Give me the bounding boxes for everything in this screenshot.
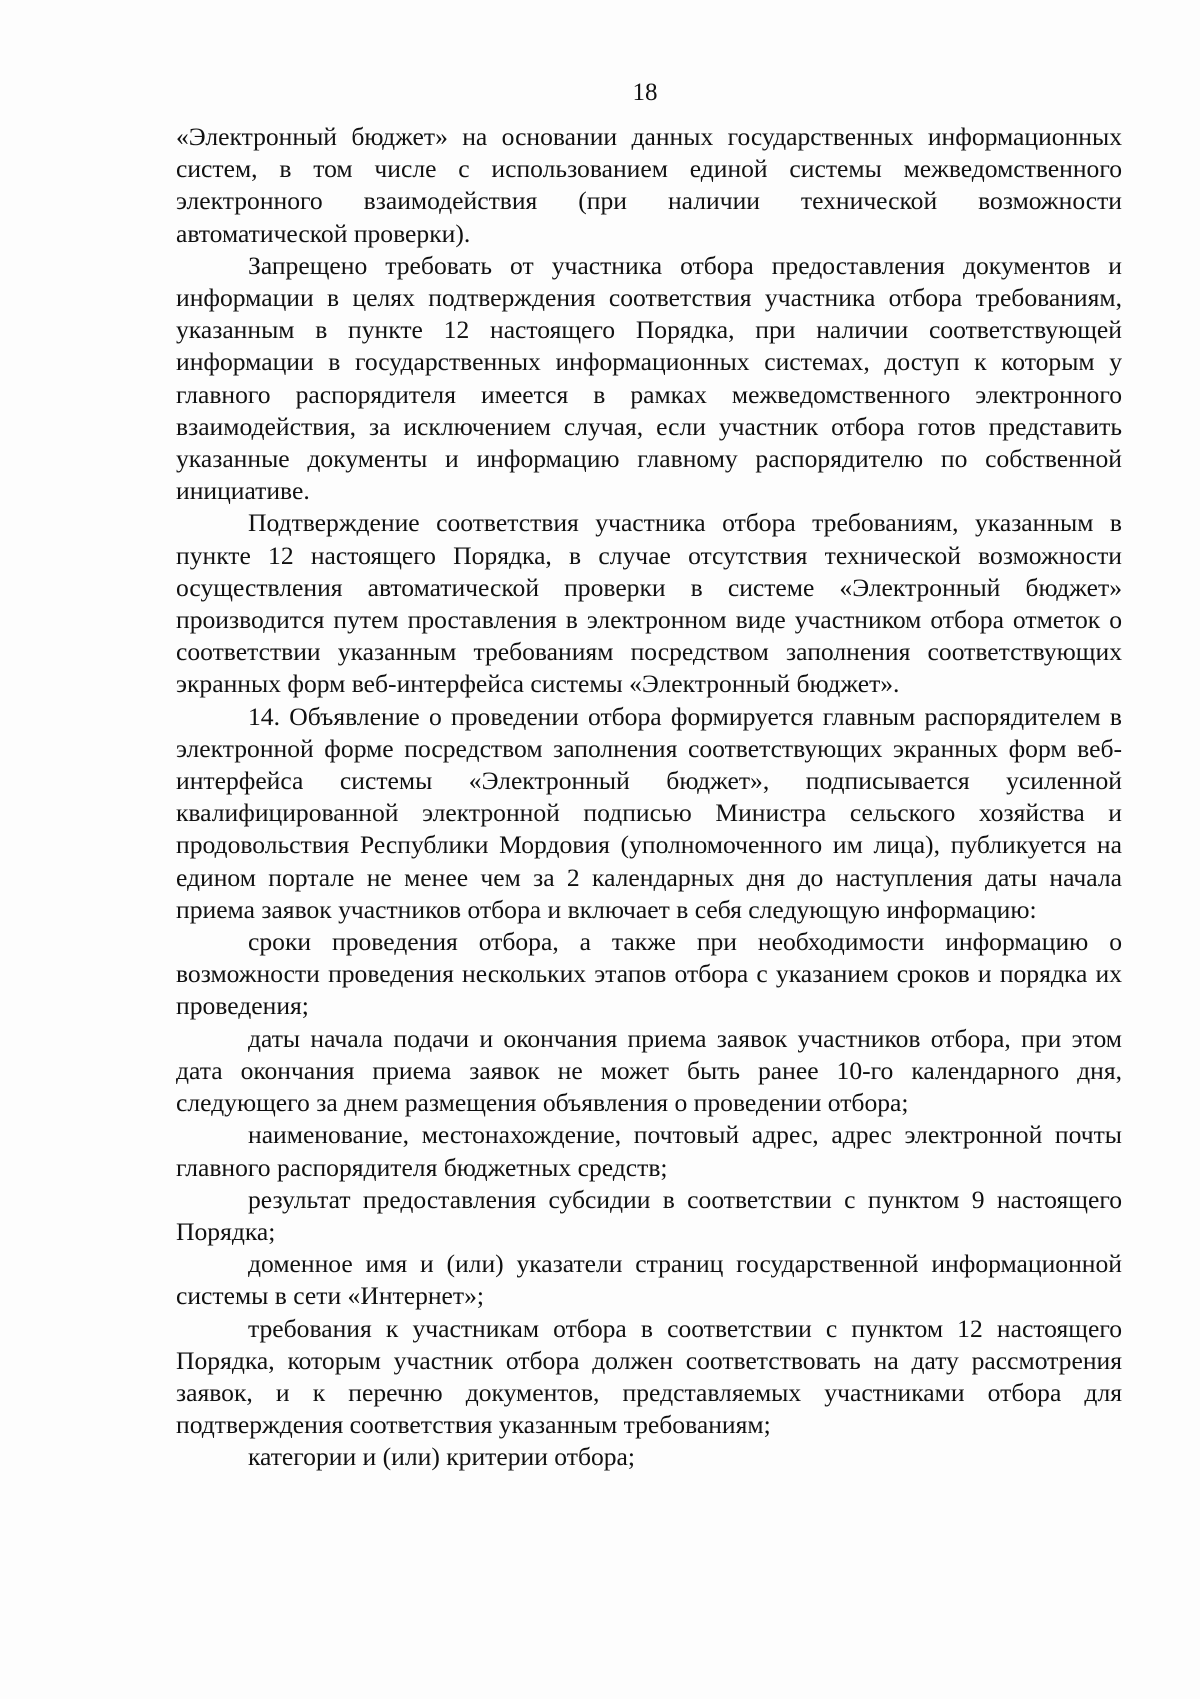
page-number: 18 [632, 79, 658, 106]
list-item-requirements: требования к участникам отбора в соответствии с пунктом 12 настоящего Порядка, которым участник отбора должен соответствовать на дату рассмотрения заявок, и к перечню документов, представляемых участниками отбора для подтверждения соответствия указанным требованиям; [176, 1313, 1122, 1440]
paragraph-prohibition: Запрещено требовать от участника отбора предоставления документов и информации в целях подтверждения соответствия участника отбора требованиям, указанным в пункте 12 настоящего Порядка, при наличии соответствующей информации в государственных информационных системах, доступ к которым у главного распорядителя имеется в рамках межведомственного электронного взаимодействия, за исключением случая, если участник отбора готов представить указанные документы и информацию главному распорядителю по собственной инициативе. [176, 250, 1122, 506]
list-item-terms: сроки проведения отбора, а также при необходимости информацию о возможности проведения нескольких этапов отбора с указанием сроков и порядка их проведения; [176, 927, 1122, 1021]
list-item-result: результат предоставления субсидии в соответствии с пунктом 9 настоящего Порядка; [176, 1184, 1122, 1246]
list-item-domain: доменное имя и (или) указатели страниц государственной информационной системы в сети «Интернет»; [176, 1249, 1122, 1311]
list-item-name-address: наименование, местонахождение, почтовый адрес, адрес электронной почты главного распорядителя бюджетных средств; [176, 1120, 1122, 1182]
list-item-criteria: категории и (или) критерии отбора; [248, 1442, 636, 1472]
document-body [176, 121, 1122, 1474]
paragraph-item-14: 14. Объявление о проведении отбора формируется главным распорядителем в электронной форме посредством заполнения соответствующих экранных форм веб-интерфейса системы «Электронный бюджет», подписывается усиленной квалифицированной электронной подписью Министра сельского хозяйства и продовольствия Республики Мордовия (уполномоченного им лица), публикуется на едином портале не менее чем за 2 календарных дня до наступления даты начала приема заявок участников отбора и включает в себя следующую информацию: [176, 701, 1122, 924]
paragraph-confirmation: Подтверждение соответствия участника отбора требованиям, указанным в пункте 12 настоящего Порядка, в случае отсутствия технической возможности осуществления автоматической проверки в системе «Электронный бюджет» производится путем проставления в электронном виде участником отбора отметок о соответствии указанным требованиям посредством заполнения соответствующих экранных форм веб-интерфейса системы «Электронный бюджет». [176, 508, 1122, 699]
list-item-dates: даты начала подачи и окончания приема заявок участников отбора, при этом дата окончания приема заявок не может быть ранее 10-го календарного дня, следующего за днем размещения объявления о проведении отбора; [176, 1023, 1122, 1118]
paragraph-continuation: «Электронный бюджет» на основании данных государственных информационных систем, в том числе с использованием единой системы межведомственного электронного взаимодействия (при наличии технической возможности автоматической проверки). [176, 122, 1122, 248]
